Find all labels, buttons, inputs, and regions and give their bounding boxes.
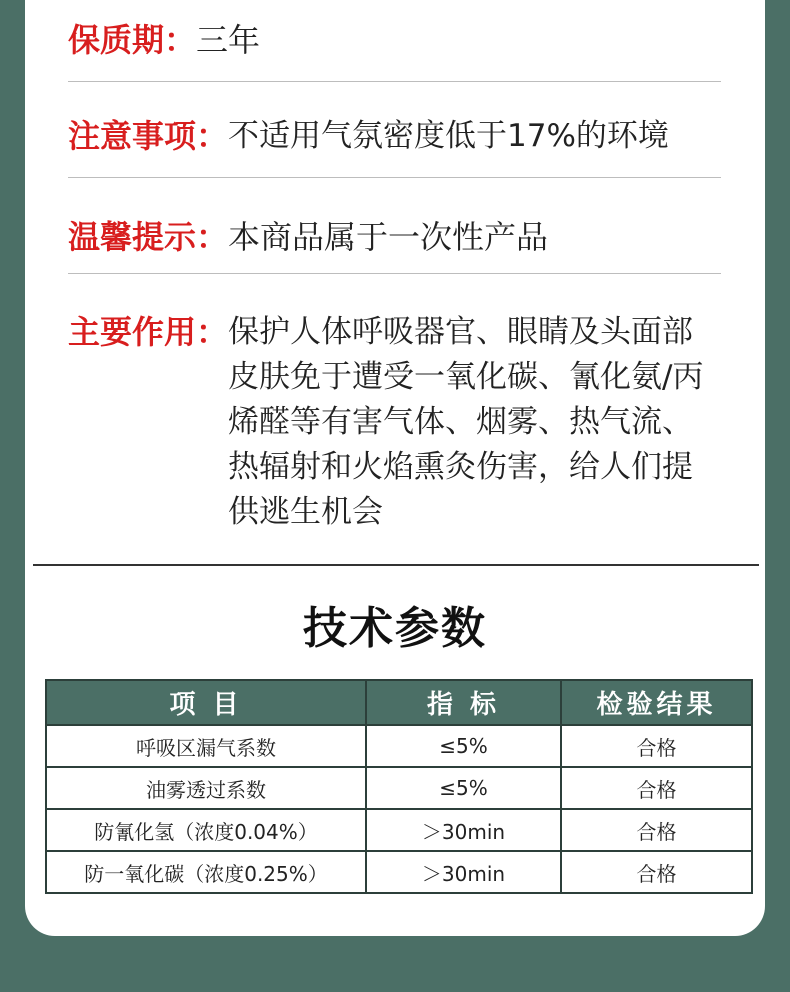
divider — [68, 81, 721, 82]
table-cell-result: 合格 — [561, 725, 752, 767]
table-cell-indicator: ≤5% — [366, 767, 561, 809]
shelf-life-label: 保质期： — [68, 21, 197, 59]
table-row — [46, 851, 752, 893]
table-row — [46, 725, 752, 767]
table-cell-item: 防氰化氢（浓度0.04%） — [46, 809, 366, 851]
table-cell-indicator: ≤5% — [366, 725, 561, 767]
table-cell-result: 合格 — [561, 809, 752, 851]
table-cell-result: 合格 — [561, 851, 752, 893]
table-cell-indicator: ＞30min — [366, 809, 561, 851]
table-cell-item: 防一氧化碳（浓度0.25%） — [46, 851, 366, 893]
shelf-life-value: 三年 — [196, 21, 261, 59]
spec-table — [45, 679, 753, 894]
section-divider — [33, 564, 759, 566]
divider — [68, 273, 721, 274]
divider — [68, 177, 721, 178]
caution-row — [68, 114, 669, 158]
tip-row — [68, 215, 548, 259]
table-row — [46, 767, 752, 809]
usage-value: 保护人体呼吸器官、眼睛及头面部皮肤免于遭受一氧化碳、氰化氨/丙烯醛等有害气体、烟雾、热气流、热辐射和火焰熏灸伤害，给人们提供逃生机会 — [228, 314, 704, 530]
table-cell-result: 合格 — [561, 767, 752, 809]
caution-label: 注意事项： — [68, 117, 229, 155]
spec-table-header-row — [46, 680, 752, 725]
table-cell-indicator: ＞30min — [366, 851, 561, 893]
spec-section-title: 技术参数 — [303, 603, 487, 654]
caution-value: 不适用气氛密度低于17%的环境 — [228, 118, 669, 154]
header-indicator: 指 标 — [366, 680, 561, 725]
table-cell-item: 油雾透过系数 — [46, 767, 366, 809]
table-cell-item: 呼吸区漏气系数 — [46, 725, 366, 767]
header-item: 项 目 — [46, 680, 366, 725]
usage-label: 主要作用： — [68, 313, 229, 351]
tip-label: 温馨提示： — [68, 218, 229, 256]
tip-value: 本商品属于一次性产品 — [228, 218, 549, 256]
shelf-life-row — [68, 18, 260, 62]
table-row — [46, 809, 752, 851]
usage-row — [68, 310, 708, 535]
header-result: 检验结果 — [561, 680, 752, 725]
